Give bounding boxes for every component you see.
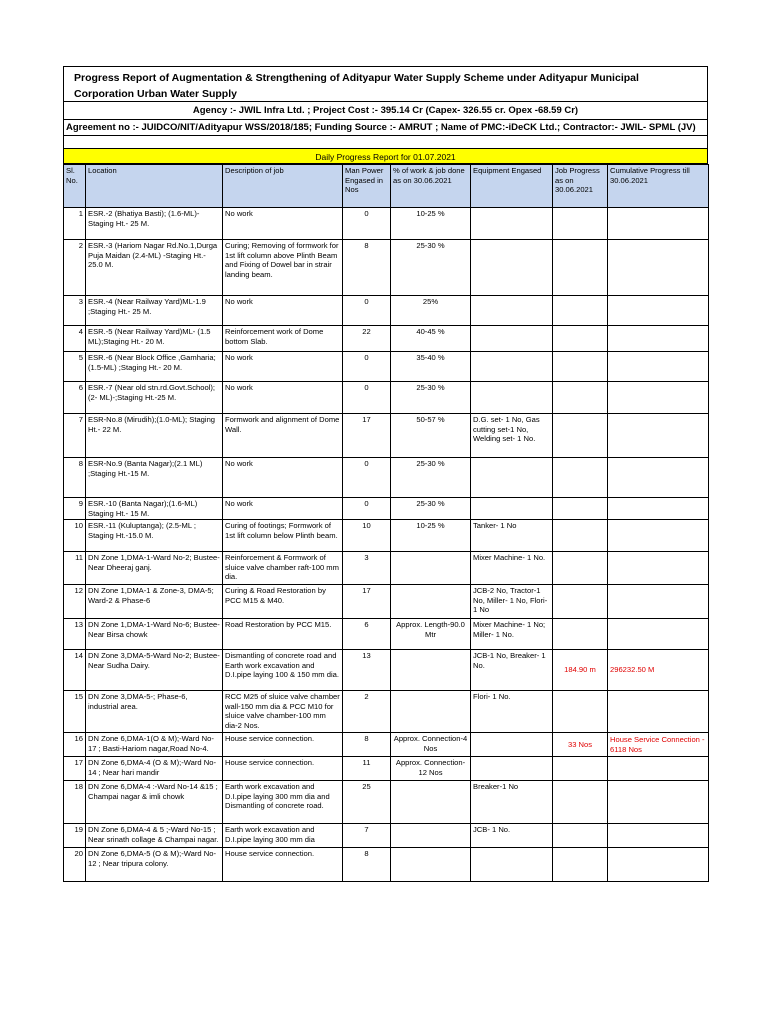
table-row — [64, 824, 709, 848]
cell-manpower: 0 — [343, 352, 391, 382]
cell-percent: 35-40 % — [391, 352, 471, 382]
cell-job-progress — [553, 382, 608, 414]
cell-location: DN Zone 6,DMA-4 (O & M);-Ward No-14 ; Near hari mandir — [86, 757, 223, 781]
cell-job-progress — [553, 520, 608, 552]
cell-job-progress — [553, 585, 608, 619]
cell-manpower: 13 — [343, 650, 391, 691]
cell-sl: 4 — [64, 326, 86, 352]
report-title: Progress Report of Augmentation & Strengthening of Adityapur Water Supply Scheme under Adityapur Municipal Corporation Urban Water Supply — [63, 66, 708, 102]
cell-cumulative — [608, 240, 709, 296]
cell-location: ESR.-4 (Near Railway Yard)ML-1.9 ;Staging Ht.- 25 M. — [86, 296, 223, 326]
cell-location: ESR.-11 (Kuluptanga); (2.5-ML ; Staging Ht.-15.0 M. — [86, 520, 223, 552]
cell-manpower: 0 — [343, 498, 391, 520]
cell-sl: 8 — [64, 458, 86, 498]
cell-manpower: 6 — [343, 619, 391, 650]
cell-description: House service connection. — [223, 757, 343, 781]
cell-location: ESR.-2 (Bhatiya Basti); (1.6-ML)-Staging Ht.- 25 M. — [86, 208, 223, 240]
cell-sl: 16 — [64, 733, 86, 757]
cell-sl: 13 — [64, 619, 86, 650]
cell-equipment — [471, 326, 553, 352]
cell-location: DN Zone 3,DMA-5-; Phase-6, industrial area. — [86, 691, 223, 733]
cell-percent: 25-30 % — [391, 240, 471, 296]
cell-description: No work — [223, 382, 343, 414]
cell-job-progress: 184.90 m — [553, 650, 608, 691]
cell-sl: 20 — [64, 848, 86, 882]
cell-equipment: JCB- 1 No. — [471, 824, 553, 848]
cell-percent: 10-25 % — [391, 208, 471, 240]
agreement-line: Agreement no :- JUIDCO/NIT/Adityapur WSS/2018/185; Funding Source :- AMRUT ; Name of PMC:-iDeCK Ltd.; Contractor:- JWIL- SPML (JV) — [63, 120, 708, 136]
table-row — [64, 691, 709, 733]
cell-sl: 11 — [64, 552, 86, 585]
cell-percent — [391, 848, 471, 882]
cell-cumulative — [608, 585, 709, 619]
cell-manpower: 7 — [343, 824, 391, 848]
cell-job-progress: 33 Nos — [553, 733, 608, 757]
cell-location: DN Zone 6,DMA-4 :-Ward No-14 &15 ; Champai nagar & imli chowk — [86, 781, 223, 824]
table-row — [64, 208, 709, 240]
cell-cumulative — [608, 619, 709, 650]
cell-cumulative — [608, 498, 709, 520]
progress-table — [63, 164, 709, 882]
cell-percent: 10-25 % — [391, 520, 471, 552]
cell-percent — [391, 781, 471, 824]
cell-percent: Approx. Length-90.0 Mtr — [391, 619, 471, 650]
cell-location: ESR.-6 (Near Block Office ,Gamharia;(1.5-ML) ;Staging Ht.- 20 M. — [86, 352, 223, 382]
cell-equipment — [471, 352, 553, 382]
cell-sl: 19 — [64, 824, 86, 848]
cell-equipment — [471, 498, 553, 520]
cell-job-progress — [553, 296, 608, 326]
cell-equipment — [471, 458, 553, 498]
cell-description: Earth work excavation and D.I.pipe laying 300 mm dia and Dismantling of concrete road. — [223, 781, 343, 824]
cell-percent: Approx. Connection-12 Nos — [391, 757, 471, 781]
cell-sl: 3 — [64, 296, 86, 326]
table-row — [64, 757, 709, 781]
col-percent: % of work & job done as on 30.06.2021 — [391, 165, 471, 208]
cell-location: DN Zone 6,DMA-5 (O & M);-Ward No-12 ; Near tripura colony. — [86, 848, 223, 882]
cell-description: No work — [223, 352, 343, 382]
cell-description: Dismantling of concrete road and Earth work excavation and D.I.pipe laying 100 & 150 mm dia. — [223, 650, 343, 691]
cell-percent: 25% — [391, 296, 471, 326]
cell-equipment: Breaker-1 No — [471, 781, 553, 824]
cell-description: House service connection. — [223, 848, 343, 882]
cell-equipment: Flori- 1 No. — [471, 691, 553, 733]
cell-cumulative — [608, 414, 709, 458]
cell-location: DN Zone 1,DMA-1 & Zone-3, DMA-5; Ward-2 & Phase-6 — [86, 585, 223, 619]
cell-job-progress — [553, 458, 608, 498]
cell-job-progress — [553, 824, 608, 848]
cell-description: No work — [223, 296, 343, 326]
cell-description: No work — [223, 498, 343, 520]
cell-description: Curing; Removing of formwork for 1st lift column above Plinth Beam and Fixing of Dowel bar in strair landing beam. — [223, 240, 343, 296]
cell-equipment: Mixer Machine- 1 No; Miller- 1 No. — [471, 619, 553, 650]
table-row — [64, 352, 709, 382]
cell-sl: 17 — [64, 757, 86, 781]
col-equipment: Equipment Engased — [471, 165, 553, 208]
cell-percent — [391, 585, 471, 619]
cell-manpower: 0 — [343, 296, 391, 326]
cell-description: No work — [223, 208, 343, 240]
cell-percent: 25-30 % — [391, 498, 471, 520]
cell-cumulative — [608, 781, 709, 824]
cell-location: DN Zone 6,DMA-1(O & M);-Ward No-17 ; Basti-Hariom nagar,Road No-4. — [86, 733, 223, 757]
cell-percent: 50-57 % — [391, 414, 471, 458]
cell-equipment — [471, 240, 553, 296]
cell-location: DN Zone 1,DMA-1-Ward No-2; Bustee-Near Dheeraj ganj. — [86, 552, 223, 585]
table-row — [64, 585, 709, 619]
cell-cumulative — [608, 824, 709, 848]
cell-job-progress — [553, 208, 608, 240]
cell-job-progress — [553, 352, 608, 382]
cell-sl: 2 — [64, 240, 86, 296]
cell-sl: 18 — [64, 781, 86, 824]
cell-location: ESR.-7 (Near old stn.rd.Govt.School); (2- ML)-;Staging Ht.-25 M. — [86, 382, 223, 414]
cell-equipment — [471, 757, 553, 781]
table-row — [64, 733, 709, 757]
cell-manpower: 25 — [343, 781, 391, 824]
cell-cumulative — [608, 296, 709, 326]
cell-percent — [391, 552, 471, 585]
table-row — [64, 414, 709, 458]
cell-description: RCC M25 of sluice valve chamber wall-150 mm dia & PCC M10 for sluice valve chamber-100 mm dia-2 Nos. — [223, 691, 343, 733]
cell-description: Curing & Road Restoration by PCC M15 & M40. — [223, 585, 343, 619]
table-header-row — [64, 165, 709, 208]
cell-cumulative — [608, 208, 709, 240]
table-row — [64, 520, 709, 552]
cell-percent: 25-30 % — [391, 458, 471, 498]
cell-job-progress — [553, 552, 608, 585]
cell-job-progress — [553, 757, 608, 781]
cell-cumulative — [608, 691, 709, 733]
table-row — [64, 296, 709, 326]
cell-equipment — [471, 296, 553, 326]
cell-cumulative — [608, 552, 709, 585]
cell-sl: 6 — [64, 382, 86, 414]
table-row — [64, 781, 709, 824]
cell-location: ESR-No.8 (Mirudih);(1.0-ML); Staging Ht.- 22 M. — [86, 414, 223, 458]
table-row — [64, 326, 709, 352]
cell-sl: 7 — [64, 414, 86, 458]
cell-percent: 25-30 % — [391, 382, 471, 414]
cell-job-progress — [553, 326, 608, 352]
cell-manpower: 8 — [343, 240, 391, 296]
cell-description: Road Restoration by PCC M15. — [223, 619, 343, 650]
cell-manpower: 0 — [343, 208, 391, 240]
cell-location: DN Zone 1,DMA-1-Ward No-6; Bustee-Near Birsa chowk — [86, 619, 223, 650]
cell-manpower: 2 — [343, 691, 391, 733]
cell-description: No work — [223, 458, 343, 498]
col-cumulative: Cumulative Progress till 30.06.2021 — [608, 165, 709, 208]
cell-equipment: Mixer Machine- 1 No. — [471, 552, 553, 585]
table-row — [64, 552, 709, 585]
cell-cumulative — [608, 352, 709, 382]
table-row — [64, 382, 709, 414]
cell-cumulative — [608, 757, 709, 781]
table-row — [64, 619, 709, 650]
cell-description: Formwork and alignment of Dome Wall. — [223, 414, 343, 458]
cell-percent: Approx. Connection-4 Nos — [391, 733, 471, 757]
cell-location: DN Zone 3,DMA-5-Ward No-2; Bustee-Near Sudha Dairy. — [86, 650, 223, 691]
cell-manpower: 0 — [343, 458, 391, 498]
col-location: Location — [86, 165, 223, 208]
cell-cumulative — [608, 326, 709, 352]
cell-equipment: JCB-2 No, Tractor-1 No, Miller- 1 No, Flori-1 No — [471, 585, 553, 619]
cell-manpower: 22 — [343, 326, 391, 352]
table-row — [64, 650, 709, 691]
cell-job-progress — [553, 848, 608, 882]
cell-manpower: 0 — [343, 382, 391, 414]
cell-cumulative — [608, 458, 709, 498]
cell-location: ESR.-5 (Near Railway Yard)ML- (1.5 ML);Staging Ht.- 20 M. — [86, 326, 223, 352]
table-row — [64, 848, 709, 882]
cell-description: Reinforcement work of Dome bottom Slab. — [223, 326, 343, 352]
cell-sl: 9 — [64, 498, 86, 520]
table-row — [64, 498, 709, 520]
cell-sl: 1 — [64, 208, 86, 240]
cell-description: Curing of footings; Formwork of 1st lift column below Plinth beam. — [223, 520, 343, 552]
cell-sl: 15 — [64, 691, 86, 733]
cell-job-progress — [553, 240, 608, 296]
cell-location: ESR.-3 (Hariom Nagar Rd.No.1,Durga Puja Maidan (2.4-ML) -Staging Ht.- 25.0 M. — [86, 240, 223, 296]
cell-sl: 5 — [64, 352, 86, 382]
col-sl: Sl. No. — [64, 165, 86, 208]
cell-sl: 10 — [64, 520, 86, 552]
cell-manpower: 17 — [343, 414, 391, 458]
cell-manpower: 8 — [343, 733, 391, 757]
col-description: Description of job — [223, 165, 343, 208]
agency-line: Agency :- JWIL Infra Ltd. ; Project Cost :- 395.14 Cr (Capex- 326.55 cr. Opex -68.59 Cr) — [63, 102, 708, 120]
daily-report-banner: Daily Progress Report for 01.07.2021 — [63, 148, 708, 164]
cell-sl: 14 — [64, 650, 86, 691]
cell-equipment: JCB-1 No, Breaker- 1 No. — [471, 650, 553, 691]
cell-job-progress — [553, 691, 608, 733]
col-job-progress: Job Progress as on 30.06.2021 — [553, 165, 608, 208]
cell-location: DN Zone 6,DMA-4 & 5 ;-Ward No-15 ; Near srinath collage & Champai nagar. — [86, 824, 223, 848]
cell-manpower: 11 — [343, 757, 391, 781]
cell-equipment — [471, 382, 553, 414]
cell-percent: 40-45 % — [391, 326, 471, 352]
cell-equipment: D.G. set- 1 No, Gas cutting set-1 No, Welding set- 1 No. — [471, 414, 553, 458]
cell-description: Earth work excavation and D.I.pipe laying 300 mm dia — [223, 824, 343, 848]
table-row — [64, 458, 709, 498]
cell-cumulative: House Service Connection - 6118 Nos — [608, 733, 709, 757]
cell-equipment — [471, 733, 553, 757]
cell-sl: 12 — [64, 585, 86, 619]
report-sheet — [63, 66, 708, 882]
cell-manpower: 17 — [343, 585, 391, 619]
spacer — [63, 136, 708, 148]
cell-location: ESR.-10 (Banta Nagar);(1.6-ML) Staging Ht.- 15 M. — [86, 498, 223, 520]
cell-job-progress — [553, 781, 608, 824]
cell-cumulative: 296232.50 M — [608, 650, 709, 691]
cell-manpower: 3 — [343, 552, 391, 585]
cell-location: ESR-No.9 (Banta Nagar);(2.1 ML) ;Staging Ht.-15 M. — [86, 458, 223, 498]
cell-equipment: Tanker- 1 No — [471, 520, 553, 552]
cell-manpower: 10 — [343, 520, 391, 552]
cell-equipment — [471, 208, 553, 240]
cell-percent — [391, 824, 471, 848]
cell-cumulative — [608, 848, 709, 882]
cell-manpower: 8 — [343, 848, 391, 882]
cell-percent — [391, 691, 471, 733]
cell-equipment — [471, 848, 553, 882]
cell-cumulative — [608, 382, 709, 414]
cell-percent — [391, 650, 471, 691]
cell-description: House service connection. — [223, 733, 343, 757]
table-row — [64, 240, 709, 296]
cell-job-progress — [553, 498, 608, 520]
cell-cumulative — [608, 520, 709, 552]
cell-job-progress — [553, 414, 608, 458]
cell-job-progress — [553, 619, 608, 650]
col-manpower: Man Power Engased in Nos — [343, 165, 391, 208]
cell-description: Reinforcement & Formwork of sluice valve chamber raft-100 mm dia. — [223, 552, 343, 585]
